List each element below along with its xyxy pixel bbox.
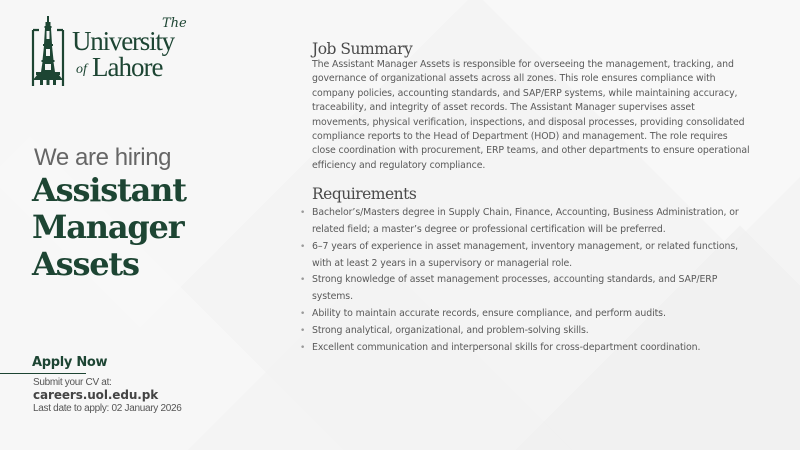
bullet-icon: • (300, 309, 306, 320)
requirement-item (300, 323, 752, 340)
logo-of: of (76, 62, 87, 77)
requirement-item (300, 272, 752, 306)
job-title-line: Assistant (32, 171, 186, 209)
bullet-icon: • (300, 241, 306, 252)
job-title-line: Assets (32, 245, 139, 283)
requirements-list (300, 205, 752, 356)
submit-cv-label: Submit your CV at: (33, 377, 112, 388)
logo-lahore: Lahore (92, 52, 163, 82)
requirement-text: Bachelor’s/Masters degree in Supply Chain, Finance, Accounting, Business Administration, or related field; a master’s degree or professional certification will be preferred. (312, 207, 739, 236)
bullet-icon: • (300, 208, 306, 219)
requirements-heading: Requirements (312, 185, 417, 204)
apply-divider (0, 373, 86, 374)
requirement-item (300, 205, 752, 239)
requirement-item (300, 340, 752, 357)
requirement-text: Strong analytical, organizational, and problem-solving skills. (312, 324, 589, 336)
last-date-text: Last date to apply: 02 January 2026 (33, 403, 182, 414)
minar-tower-icon (30, 16, 66, 88)
logo-the: The (162, 16, 187, 31)
requirement-text: 6–7 years of experience in asset management, inventory management, or related functions, with at least 2 years in a supervisory or managerial role. (312, 240, 738, 269)
requirement-item (300, 239, 752, 273)
job-title-line: Manager (32, 208, 184, 246)
requirement-item (300, 306, 752, 323)
logo-wordmark (72, 16, 222, 88)
bullet-icon: • (300, 342, 306, 353)
requirement-text: Strong knowledge of asset management processes, accounting standards, and SAP/ERP systems. (312, 274, 718, 303)
hiring-tagline: We are hiring (34, 144, 172, 171)
careers-website-link[interactable]: careers.uol.edu.pk (33, 388, 159, 402)
university-logo (30, 16, 222, 88)
bullet-icon: • (300, 275, 306, 286)
job-title (32, 172, 186, 283)
job-summary-heading: Job Summary (312, 40, 413, 58)
bullet-icon: • (300, 325, 306, 336)
apply-now-heading: Apply Now (32, 355, 108, 370)
job-summary-text: The Assistant Manager Assets is responsible for overseeing the management, tracking, and governance of organizational assets across all zones. This role ensures compliance with company policies, accounting standards, and SAP/ERP systems, while maintaining accuracy, traceability, and integrity of asset records. The Assistant Manager supervises asset movements, physical verification, inspections, and disposal processes, providing consolidated compliance reports to the Head of Department (HOD) and management. The role requires close coordination with procurement, ERP teams, and other departments to ensure operational efficiency and regulatory compliance. (312, 59, 750, 171)
requirement-text: Ability to maintain accurate records, ensure compliance, and perform audits. (312, 308, 666, 320)
job-details (300, 40, 752, 356)
logo-university: University (72, 26, 174, 56)
requirement-text: Excellent communication and interpersonal skills for cross-department coordination. (312, 341, 701, 353)
